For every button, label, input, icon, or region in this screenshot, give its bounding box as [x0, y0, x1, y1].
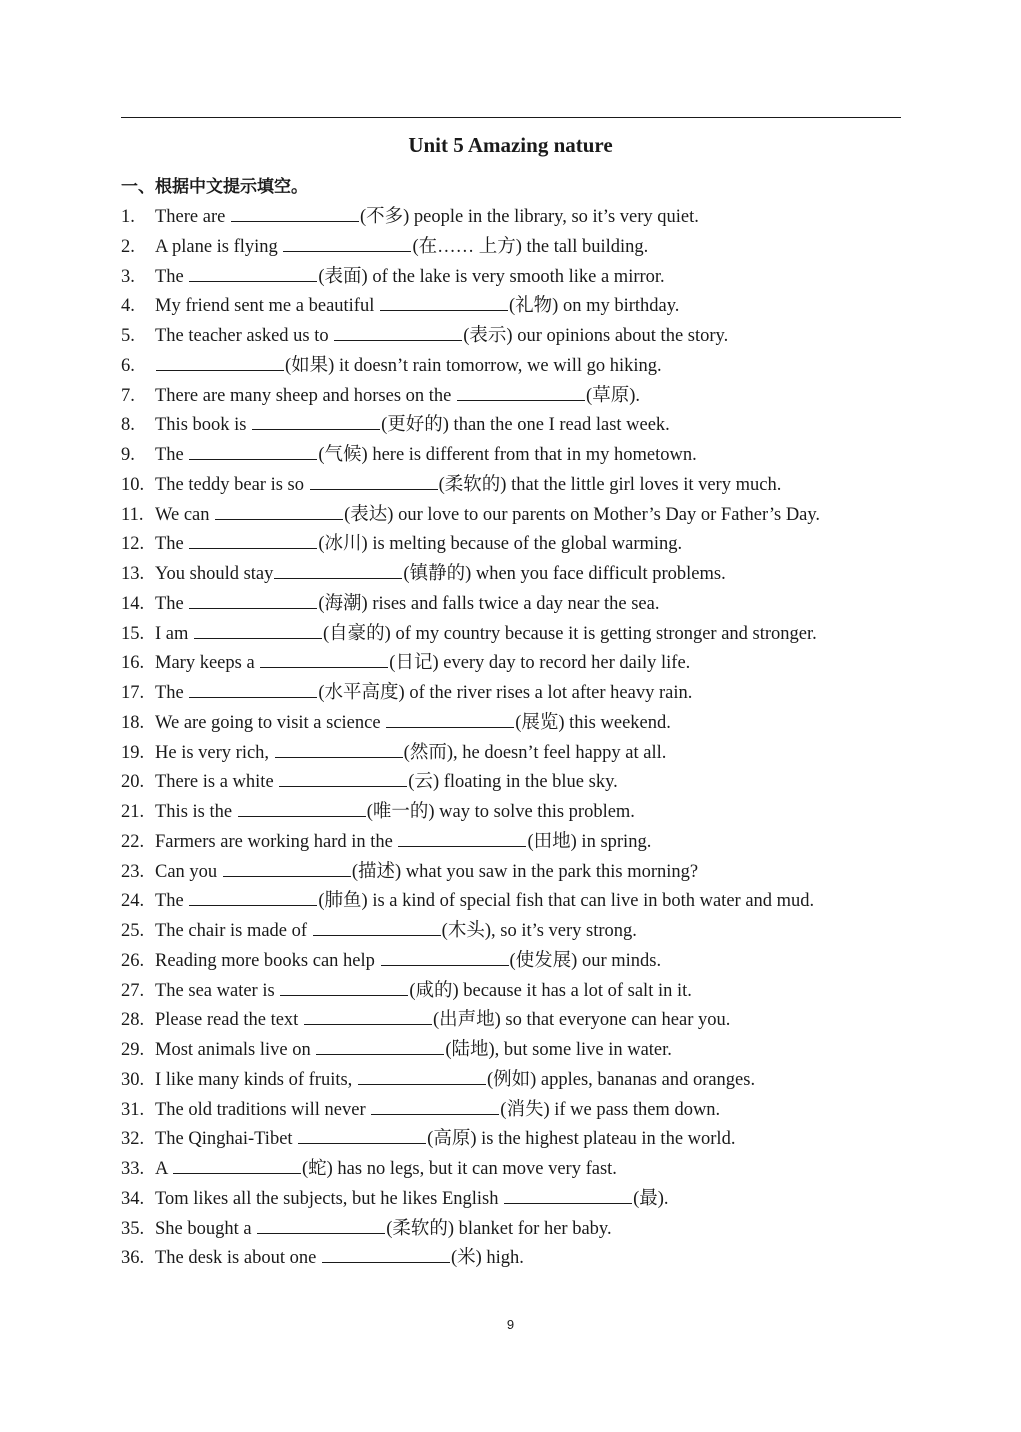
item-text-before: The — [155, 891, 189, 912]
item-text-before: There are — [155, 207, 230, 227]
exercise-item — [121, 768, 901, 798]
item-text-after: (木头), so it’s very strong. — [441, 921, 637, 941]
item-text-before: We can — [155, 504, 215, 525]
exercise-item — [121, 1066, 901, 1096]
exercise-item — [121, 382, 901, 412]
answer-blank[interactable] — [215, 518, 343, 520]
exercise-item — [121, 233, 901, 263]
item-number: 30. — [121, 1069, 145, 1090]
item-number: 32. — [121, 1129, 145, 1150]
answer-blank[interactable] — [322, 1261, 450, 1263]
page-title: Unit 5 Amazing nature — [408, 133, 613, 157]
item-text-before: Farmers are working hard in the — [155, 831, 398, 852]
item-text-after: (米) high. — [450, 1248, 524, 1269]
item-text-before: The chair is made of — [155, 921, 312, 941]
item-text-after: (更好的) than the one I read last week. — [381, 415, 670, 436]
item-text-after: (日记) every day to record her daily life. — [389, 653, 691, 674]
item-text-after: (然而), he doesn’t feel happy at all. — [403, 742, 667, 763]
item-text-before: There is a white — [155, 772, 279, 793]
answer-blank[interactable] — [381, 964, 509, 966]
item-number: 1. — [121, 207, 135, 227]
exercise-item — [121, 679, 901, 709]
item-number: 8. — [121, 415, 135, 436]
answer-blank[interactable] — [257, 1232, 385, 1234]
exercise-item — [121, 858, 901, 888]
item-text-after: (陆地), but some live in water. — [445, 1040, 672, 1060]
item-text-after: (草原). — [586, 385, 640, 406]
item-text-before: Mary keeps a — [155, 653, 260, 674]
item-text-before: The — [155, 593, 189, 614]
item-number: 33. — [121, 1159, 145, 1179]
answer-blank[interactable] — [280, 994, 408, 996]
answer-blank[interactable] — [386, 726, 514, 728]
answer-blank[interactable] — [189, 280, 317, 282]
answer-blank[interactable] — [283, 250, 411, 252]
item-text-after: (柔软的) that the little girl loves it very much. — [438, 474, 782, 495]
item-text-after: (冰川) is melting because of the global warming. — [318, 534, 683, 555]
item-text-after: (咸的) because it has a lot of salt in it. — [409, 980, 692, 1001]
exercise-item — [121, 620, 901, 650]
item-text-before: We are going to visit a science — [155, 712, 386, 733]
answer-blank[interactable] — [275, 756, 403, 758]
item-text-before: She bought a — [155, 1218, 257, 1239]
item-text-before: You should stay — [155, 564, 274, 584]
exercise-item — [121, 560, 901, 590]
answer-blank[interactable] — [334, 339, 462, 341]
item-text-after: (云) floating in the blue sky. — [408, 772, 618, 793]
answer-blank[interactable] — [358, 1083, 486, 1085]
answer-blank[interactable] — [316, 1053, 444, 1055]
answer-blank[interactable] — [260, 666, 388, 668]
item-number: 14. — [121, 593, 145, 614]
item-number: 21. — [121, 802, 145, 822]
item-text-after: (不多) people in the library, so it’s very quiet. — [359, 207, 699, 227]
item-text-before: Can you — [155, 861, 222, 882]
exercise-item — [121, 1006, 901, 1036]
item-text-before: The old traditions will never — [155, 1099, 371, 1120]
answer-blank[interactable] — [304, 1023, 432, 1025]
item-number: 20. — [121, 772, 145, 793]
item-text-before: Most animals live on — [155, 1040, 316, 1060]
item-number: 7. — [121, 385, 135, 406]
item-text-after: (消失) if we pass them down. — [500, 1099, 721, 1120]
item-text-after: (蛇) has no legs, but it can move very fast. — [301, 1159, 617, 1179]
item-number: 11. — [121, 504, 144, 525]
answer-blank[interactable] — [194, 637, 322, 639]
item-number: 17. — [121, 683, 145, 703]
item-text-after: (肺鱼) is a kind of special fish that can live in both water and mud. — [318, 891, 815, 912]
item-number: 27. — [121, 980, 145, 1001]
answer-blank[interactable] — [310, 488, 438, 490]
item-text-after: (描述) what you saw in the park this morning? — [351, 861, 699, 882]
item-number: 18. — [121, 712, 145, 733]
answer-blank[interactable] — [398, 845, 526, 847]
item-text-before: The teddy bear is so — [155, 474, 309, 495]
item-number: 31. — [121, 1099, 145, 1120]
exercise-item — [121, 828, 901, 858]
answer-blank[interactable] — [189, 904, 317, 906]
item-number: 19. — [121, 742, 145, 763]
item-text-after: (如果) it doesn’t rain tomorrow, we will go hiking. — [285, 355, 662, 376]
item-text-after: (表示) our opinions about the story. — [463, 326, 729, 346]
item-number: 29. — [121, 1040, 145, 1060]
item-number: 12. — [121, 534, 145, 555]
exercise-item — [121, 1096, 901, 1126]
item-text-before: The Qinghai-Tibet — [155, 1129, 298, 1150]
exercise-item — [121, 471, 901, 501]
exercise-item — [121, 411, 901, 441]
exercise-item — [121, 203, 901, 233]
exercise-item — [121, 1155, 901, 1185]
answer-blank[interactable] — [313, 934, 441, 936]
answer-blank[interactable] — [189, 607, 317, 609]
item-number: 26. — [121, 950, 145, 971]
item-text-after: (海潮) rises and falls twice a day near the sea. — [318, 593, 660, 614]
item-number: 25. — [121, 921, 145, 941]
answer-blank[interactable] — [279, 785, 407, 787]
item-number: 16. — [121, 653, 145, 674]
answer-blank[interactable] — [231, 220, 359, 222]
exercise-item — [121, 709, 901, 739]
item-text-before: He is very rich, — [155, 742, 274, 763]
item-text-before: The desk is about one — [155, 1248, 321, 1269]
item-text-after: (水平高度) of the river rises a lot after heavy rain. — [318, 683, 693, 703]
item-text-after: (田地) in spring. — [527, 831, 652, 852]
item-text-after: (唯一的) way to solve this problem. — [366, 802, 635, 822]
item-text-before: Tom likes all the subjects, but he likes English — [155, 1188, 504, 1209]
item-number: 28. — [121, 1010, 145, 1031]
top-rule — [121, 117, 901, 118]
item-text-before: The — [155, 683, 189, 703]
item-text-before: The teacher asked us to — [155, 326, 334, 346]
item-text-before: A — [155, 1159, 172, 1179]
exercise-item — [121, 649, 901, 679]
exercise-item — [121, 798, 901, 828]
item-text-before: There are many sheep and horses on the — [155, 385, 457, 406]
item-number: 23. — [121, 861, 145, 882]
exercise-item — [121, 322, 901, 352]
answer-blank[interactable] — [298, 1142, 426, 1144]
item-text-after: (例如) apples, bananas and oranges. — [486, 1069, 756, 1090]
item-number: 3. — [121, 266, 135, 287]
item-text-after: (表达) our love to our parents on Mother’s Day or Father’s Day. — [344, 504, 821, 525]
item-text-before: This is the — [155, 802, 237, 822]
answer-blank[interactable] — [189, 458, 317, 460]
item-text-before: I am — [155, 623, 194, 644]
item-text-before: Please read the text — [155, 1010, 303, 1031]
item-text-before: Reading more books can help — [155, 950, 380, 971]
item-number: 22. — [121, 831, 145, 852]
item-text-after: (高原) is the highest plateau in the world. — [427, 1129, 736, 1150]
item-text-before: This book is — [155, 415, 252, 436]
answer-blank[interactable] — [156, 369, 284, 371]
answer-blank[interactable] — [173, 1172, 301, 1174]
exercise-item — [121, 1215, 901, 1245]
item-text-before: I like many kinds of fruits, — [155, 1069, 357, 1090]
answer-blank[interactable] — [457, 399, 585, 401]
item-text-before: The — [155, 445, 189, 465]
item-text-before: My friend sent me a beautiful — [155, 296, 379, 317]
item-number: 15. — [121, 623, 145, 644]
item-number: 10. — [121, 474, 145, 495]
answer-blank[interactable] — [371, 1113, 499, 1115]
item-text-after: (表面) of the lake is very smooth like a mirror. — [318, 266, 665, 287]
exercise-item — [121, 1036, 901, 1066]
exercise-item — [121, 887, 901, 917]
exercise-item — [121, 739, 901, 769]
section-heading: 一、根据中文提示填空。 — [121, 177, 308, 197]
answer-blank[interactable] — [274, 577, 402, 579]
item-number: 6. — [121, 355, 135, 376]
item-text-after: (柔软的) blanket for her baby. — [386, 1218, 612, 1239]
item-text-after: (镇静的) when you face difficult problems. — [403, 564, 726, 584]
exercise-item — [121, 352, 901, 382]
item-text-after: (使发展) our minds. — [509, 950, 662, 971]
item-text-before: The — [155, 266, 189, 287]
item-number: 24. — [121, 891, 145, 912]
item-text-before: A plane is flying — [155, 236, 283, 257]
exercise-list — [121, 203, 901, 1274]
answer-blank[interactable] — [223, 875, 351, 877]
item-text-before: The — [155, 534, 189, 555]
exercise-item — [121, 1185, 901, 1215]
exercise-item — [121, 917, 901, 947]
answer-blank[interactable] — [380, 309, 508, 311]
item-number: 4. — [121, 296, 135, 317]
exercise-item — [121, 1244, 901, 1274]
exercise-item — [121, 263, 901, 293]
answer-blank[interactable] — [252, 428, 380, 430]
item-text-before: The sea water is — [155, 980, 280, 1001]
item-number: 36. — [121, 1248, 145, 1269]
exercise-item — [121, 977, 901, 1007]
exercise-item — [121, 292, 901, 322]
item-text-after: (礼物) on my birthday. — [509, 296, 680, 317]
item-text-after: (展览) this weekend. — [515, 712, 671, 733]
item-number: 34. — [121, 1188, 145, 1209]
item-text-after: (出声地) so that everyone can hear you. — [432, 1010, 731, 1031]
item-number: 9. — [121, 445, 135, 465]
item-text-after: (自豪的) of my country because it is getting stronger and stronger. — [323, 623, 817, 644]
answer-blank[interactable] — [504, 1202, 632, 1204]
exercise-item — [121, 441, 901, 471]
exercise-item — [121, 947, 901, 977]
item-number: 2. — [121, 236, 135, 257]
item-text-after: (气候) here is different from that in my hometown. — [318, 445, 697, 465]
item-number: 13. — [121, 564, 145, 584]
item-text-after: (在…… 上方) the tall building. — [412, 236, 649, 257]
item-text-after: (最). — [633, 1188, 669, 1209]
exercise-item — [121, 1125, 901, 1155]
exercise-item — [121, 501, 901, 531]
answer-blank[interactable] — [189, 547, 317, 549]
answer-blank[interactable] — [238, 815, 366, 817]
item-number: 5. — [121, 326, 135, 346]
exercise-item — [121, 590, 901, 620]
exercise-item — [121, 530, 901, 560]
item-number: 35. — [121, 1218, 145, 1239]
page-number: 9 — [506, 1317, 515, 1332]
answer-blank[interactable] — [189, 696, 317, 698]
